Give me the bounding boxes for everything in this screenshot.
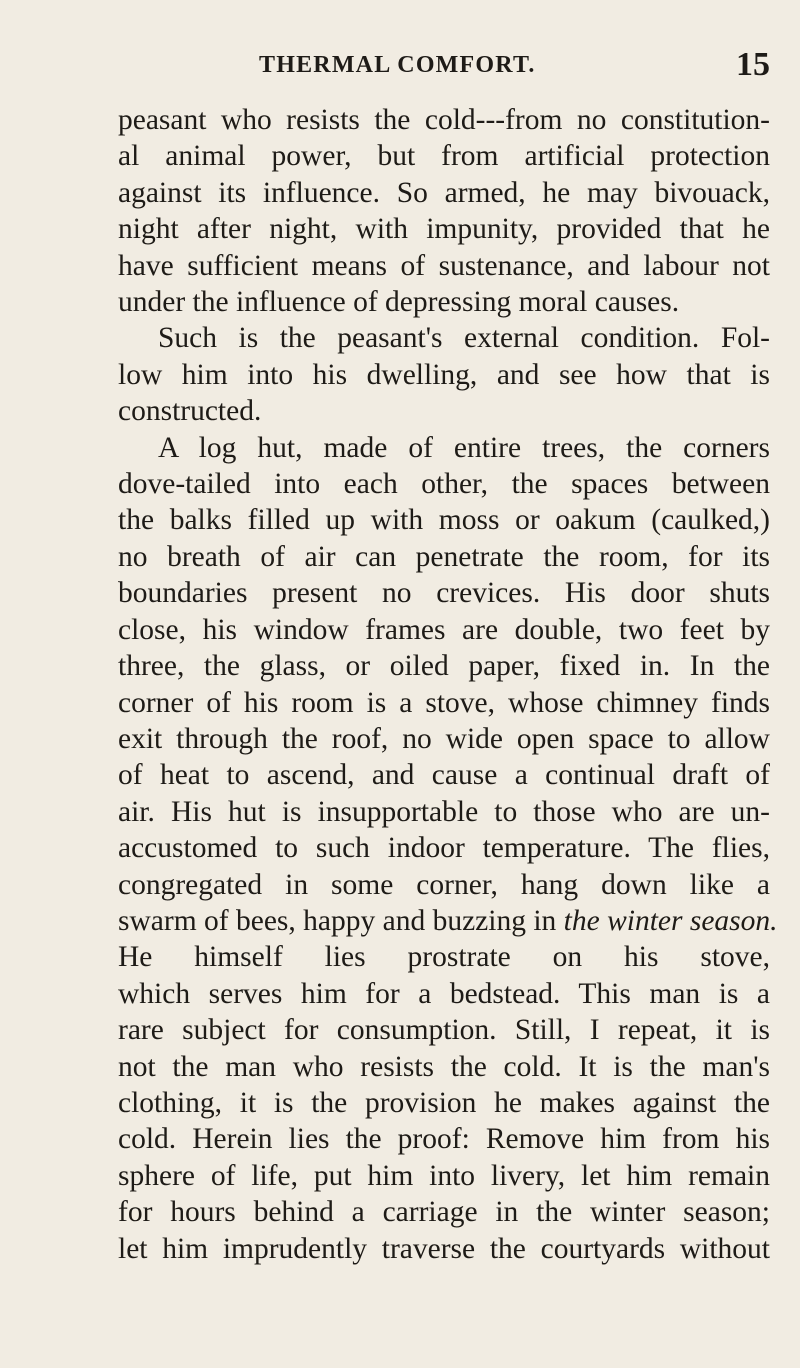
italic-phrase: the winter season.	[563, 904, 778, 937]
text-line: against its influence. So armed, he may bivouack,	[118, 176, 770, 209]
text-line: air. His hut is insupportable to those who are un-	[118, 795, 770, 828]
body-text	[118, 102, 778, 1267]
text-line: boundaries present no crevices. His door shuts	[118, 577, 770, 610]
text-line: corner of his room is a stove, whose chimney finds	[118, 686, 770, 719]
text-line: no breath of air can penetrate the room, for its	[118, 540, 770, 573]
text-line: have sufficient means of sustenance, and labour not	[118, 249, 770, 282]
text-line: al animal power, but from artificial protection	[118, 140, 770, 173]
text-line: night after night, with impunity, provided that he	[118, 213, 770, 246]
text-line: which serves him for a bedstead. This man is a	[118, 977, 770, 1010]
text-line: not the man who resists the cold. It is the man's	[118, 1050, 770, 1083]
text-line: peasant who resists the cold---from no constitution-	[118, 104, 770, 136]
text-line: for hours behind a carriage in the winter season;	[118, 1196, 770, 1229]
text-line: constructed.	[118, 395, 262, 428]
running-header	[118, 46, 770, 88]
text-line: close, his window frames are double, two feet by	[118, 613, 770, 646]
text-line: exit through the roof, no wide open space to allow	[118, 722, 770, 755]
text-line: accustomed to such indoor temperature. The flies,	[118, 832, 770, 865]
running-title: THERMAL COMFORT.	[259, 52, 536, 78]
text-line: dove-tailed into each other, the spaces between	[118, 468, 770, 501]
text-line: He himself lies prostrate on his stove,	[118, 941, 770, 974]
text-segment: swarm of bees, happy and buzzing in	[118, 904, 557, 937]
text-line: three, the glass, or oiled paper, fixed in. In the	[118, 650, 770, 683]
text-line: of heat to ascend, and cause a continual draft of	[118, 759, 770, 792]
text-line: the balks filled up with moss or oakum (caulked,)	[118, 504, 770, 537]
text-line: rare subject for consumption. Still, I repeat, it is	[118, 1014, 770, 1047]
text-line: sphere of life, put him into livery, let him remain	[118, 1159, 770, 1192]
text-line: low him into his dwelling, and see how that is	[118, 358, 770, 391]
text-line: cold. Herein lies the proof: Remove him from his	[118, 1123, 770, 1156]
paragraph-start-line: Such is the peasant's external condition. Fol-	[158, 322, 770, 355]
text-line-with-italic	[118, 903, 778, 939]
text-line: clothing, it is the provision he makes against the	[118, 1086, 770, 1119]
text-line: congregated in some corner, hang down like a	[118, 868, 770, 901]
text-line: let him imprudently traverse the courtyards without	[118, 1232, 770, 1265]
text-line: under the influence of depressing moral causes.	[118, 286, 680, 319]
paragraph-start-line: A log hut, made of entire trees, the corners	[158, 431, 770, 464]
page-number: 15	[736, 46, 770, 83]
